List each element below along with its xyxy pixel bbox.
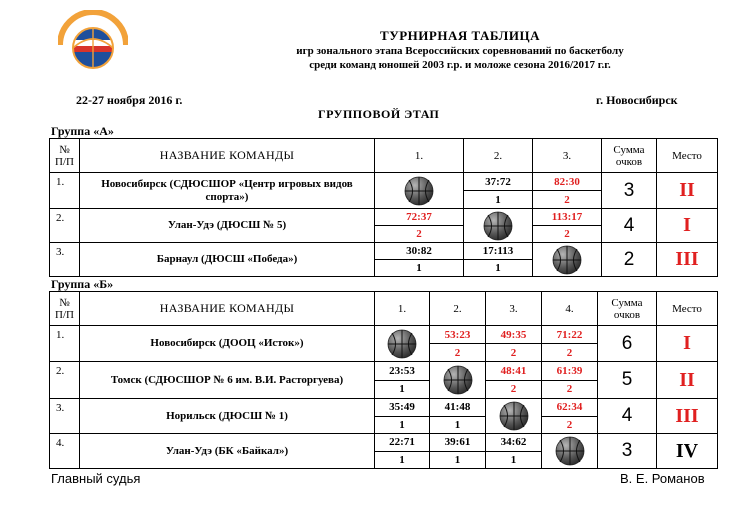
match-result-cell xyxy=(542,362,598,399)
col-opponent-3-header: 3. xyxy=(533,139,602,173)
match-points: 2 xyxy=(566,346,573,359)
final-place: IV xyxy=(657,434,718,469)
basketball-icon xyxy=(483,211,513,241)
match-points: 2 xyxy=(510,346,517,359)
match-result-cell xyxy=(430,399,486,434)
team-number: 4. xyxy=(50,434,80,469)
doc-subtitle-1: игр зонального этапа Всероссийских соревнований по баскетболу xyxy=(296,45,624,57)
match-points: 1 xyxy=(416,262,422,274)
match-score: 30:82 xyxy=(375,243,463,260)
team-number: 3. xyxy=(50,243,80,277)
match-points: 2 xyxy=(566,418,573,431)
col-opponent-3-header: 3. xyxy=(486,292,542,326)
team-row xyxy=(50,326,718,362)
basketball-icon xyxy=(404,176,434,206)
team-number: 1. xyxy=(50,173,80,209)
col-sum-header: Сумма очков xyxy=(602,139,657,173)
team-number: 1. xyxy=(50,326,80,362)
team-name: Улан-Удэ (ДЮСШ № 5) xyxy=(80,209,375,243)
col-opponent-1-header: 1. xyxy=(375,292,430,326)
col-name-header: НАЗВАНИЕ КОМАНДЫ xyxy=(80,139,375,173)
team-row xyxy=(50,209,718,243)
basketball-icon xyxy=(387,329,417,359)
team-number: 3. xyxy=(50,399,80,434)
doc-subtitle-2: среди команд юношей 2003 г.р. и моложе сезона 2016/2017 г.г. xyxy=(309,59,611,71)
match-result-cell xyxy=(533,209,602,243)
match-points: 1 xyxy=(495,262,501,274)
points-total: 3 xyxy=(602,173,657,209)
team-name: Новосибирск (ДООЦ «Исток») xyxy=(80,326,375,362)
document-header xyxy=(200,28,720,72)
match-points: 1 xyxy=(399,453,405,466)
match-points: 1 xyxy=(399,383,405,396)
final-place: III xyxy=(657,399,718,434)
team-name: Новосибирск (СДЮСШОР «Центр игровых видов спорта») xyxy=(80,173,375,209)
group-b-table xyxy=(49,291,718,469)
match-result-cell xyxy=(464,173,533,209)
col-opponent-2-header: 2. xyxy=(430,292,486,326)
basketball-icon xyxy=(499,401,529,431)
match-result-cell xyxy=(375,362,430,399)
group-a-table xyxy=(49,138,718,277)
col-opponent-1-header: 1. xyxy=(375,139,464,173)
team-row xyxy=(50,173,718,209)
doc-title: ТУРНИРНАЯ ТАБЛИЦА xyxy=(380,28,540,43)
match-points: 1 xyxy=(510,453,517,466)
self-match-cell xyxy=(375,173,464,209)
match-result-cell xyxy=(375,243,464,277)
self-match-cell xyxy=(464,209,533,243)
basketball-icon xyxy=(552,245,582,275)
match-score: 41:48 xyxy=(430,399,485,417)
col-num-header: № П/П xyxy=(50,139,80,173)
federation-logo xyxy=(58,10,128,80)
team-number: 2. xyxy=(50,209,80,243)
event-city: г. Новосибирск xyxy=(596,93,678,107)
col-place-header: Место xyxy=(657,139,718,173)
match-score: 39:61 xyxy=(430,434,485,452)
team-name: Барнаул (ДЮСШ «Победа») xyxy=(80,243,375,277)
team-name: Томск (СДЮСШОР № 6 им. В.И. Расторгуева) xyxy=(80,362,375,399)
team-row xyxy=(50,362,718,399)
match-points: 2 xyxy=(454,346,461,359)
team-number: 2. xyxy=(50,362,80,399)
match-points: 1 xyxy=(399,418,405,431)
final-place: III xyxy=(657,243,718,277)
match-score: 113:17 xyxy=(533,209,601,226)
match-score: 48:41 xyxy=(486,362,541,381)
basketball-icon xyxy=(443,365,473,395)
chief-judge-name: В. Е. Романов xyxy=(620,471,705,486)
match-points: 2 xyxy=(566,383,573,396)
points-total: 3 xyxy=(598,434,657,469)
col-opponent-2-header: 2. xyxy=(464,139,533,173)
final-place: I xyxy=(657,209,718,243)
match-result-cell xyxy=(486,434,542,469)
team-row xyxy=(50,434,718,469)
group-a-title: Группа «А» xyxy=(51,124,114,138)
col-opponent-4-header: 4. xyxy=(542,292,598,326)
match-score: 34:62 xyxy=(486,434,541,452)
match-points: 2 xyxy=(510,383,517,396)
match-score: 71:22 xyxy=(542,326,597,344)
points-total: 2 xyxy=(602,243,657,277)
self-match-cell xyxy=(542,434,598,469)
event-date: 22-27 ноября 2016 г. xyxy=(76,93,183,107)
self-match-cell xyxy=(486,399,542,434)
final-place: I xyxy=(657,326,718,362)
points-total: 4 xyxy=(602,209,657,243)
match-score: 82:30 xyxy=(533,173,601,191)
final-place: II xyxy=(657,173,718,209)
match-result-cell xyxy=(542,326,598,362)
match-result-cell xyxy=(486,326,542,362)
match-score: 23:53 xyxy=(375,362,429,381)
match-points: 2 xyxy=(416,228,422,240)
match-points: 1 xyxy=(454,453,461,466)
team-name: Улан-Удэ (БК «Байкал») xyxy=(80,434,375,469)
match-result-cell xyxy=(430,326,486,362)
chief-judge-label: Главный судья xyxy=(51,471,141,486)
match-score: 22:71 xyxy=(375,434,429,452)
final-place: II xyxy=(657,362,718,399)
match-points: 2 xyxy=(564,228,570,240)
match-score: 62:34 xyxy=(542,399,597,417)
col-name-header: НАЗВАНИЕ КОМАНДЫ xyxy=(80,292,375,326)
match-points: 1 xyxy=(495,193,501,206)
points-total: 5 xyxy=(598,362,657,399)
match-points: 1 xyxy=(454,418,461,431)
self-match-cell xyxy=(375,326,430,362)
team-row xyxy=(50,243,718,277)
self-match-cell xyxy=(430,362,486,399)
match-points: 2 xyxy=(564,193,570,206)
match-score: 17:113 xyxy=(464,243,532,260)
match-result-cell xyxy=(542,399,598,434)
stage-title: ГРУППОВОЙ ЭТАП xyxy=(318,107,440,121)
match-result-cell xyxy=(533,173,602,209)
team-row xyxy=(50,399,718,434)
col-place-header: Место xyxy=(657,292,718,326)
col-num-header: № П/П xyxy=(50,292,80,326)
match-score: 53:23 xyxy=(430,326,485,344)
match-score: 61:39 xyxy=(542,362,597,381)
match-result-cell xyxy=(375,399,430,434)
match-score: 35:49 xyxy=(375,399,429,417)
self-match-cell xyxy=(533,243,602,277)
match-score: 72:37 xyxy=(375,209,463,226)
col-sum-header: Сумма очков xyxy=(598,292,657,326)
match-result-cell xyxy=(464,243,533,277)
points-total: 4 xyxy=(598,399,657,434)
basketball-icon xyxy=(555,436,585,466)
points-total: 6 xyxy=(598,326,657,362)
match-result-cell xyxy=(375,209,464,243)
team-name: Норильск (ДЮСШ № 1) xyxy=(80,399,375,434)
match-result-cell xyxy=(486,362,542,399)
match-score: 37:72 xyxy=(464,173,532,191)
match-result-cell xyxy=(375,434,430,469)
match-result-cell xyxy=(430,434,486,469)
group-b-title: Группа «Б» xyxy=(51,277,114,291)
match-score: 49:35 xyxy=(486,326,541,344)
